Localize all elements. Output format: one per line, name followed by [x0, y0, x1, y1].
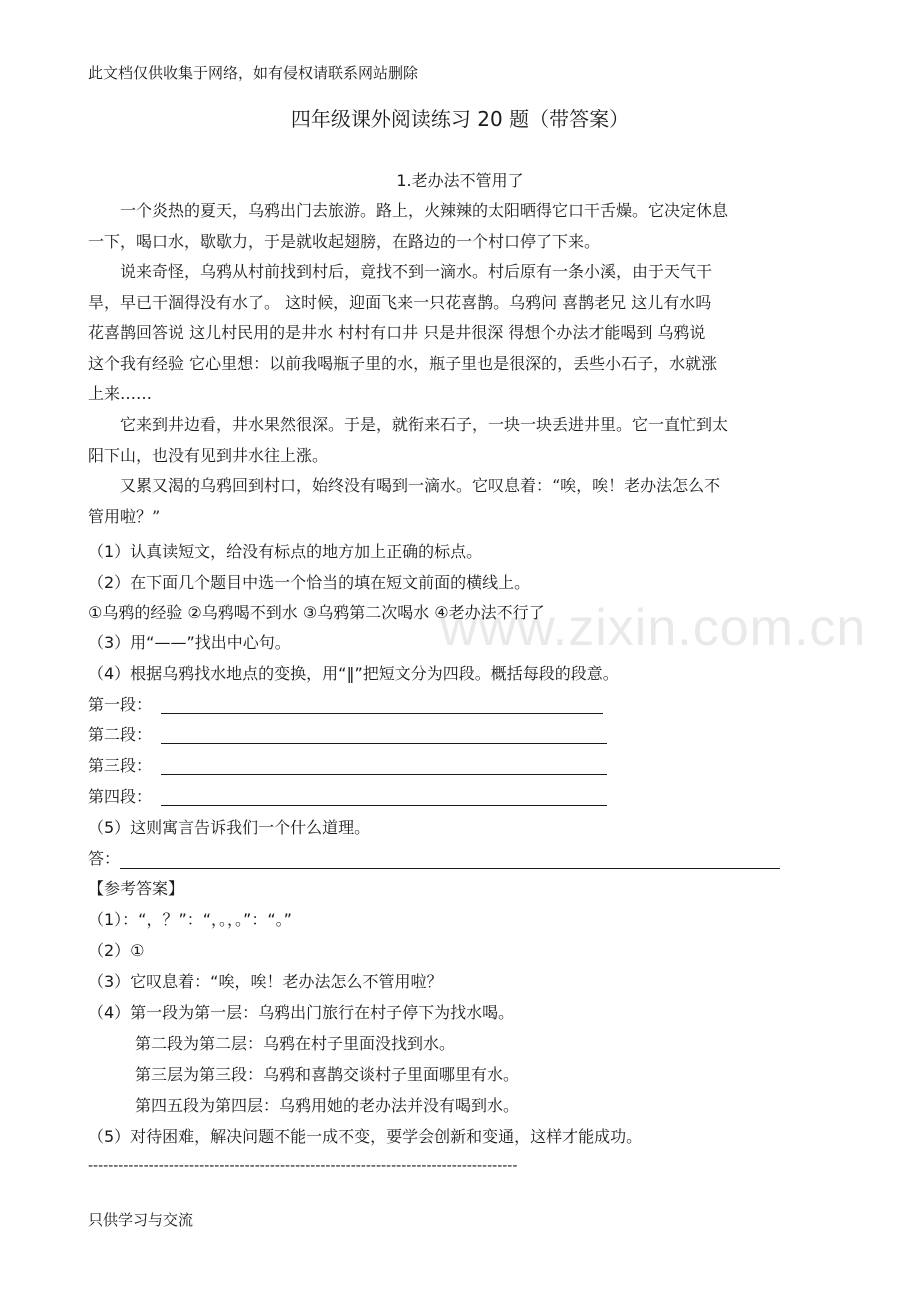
answer-4-line-4: 第四五段为第四层：乌鸦用她的老办法并没有喝到水。 — [135, 1096, 520, 1115]
paragraph-line: 旱，早已干涸得没有水了。 这时候，迎面飞来一只花喜鹊。乌鸦问 喜鹊老兄 这儿有水吗 — [88, 292, 712, 312]
story-paragraph-3 — [88, 410, 830, 471]
question-3: （3）用“——”找出中心句。 — [88, 633, 291, 652]
paragraph-line: 一下，喝口水，歇歇力，于是就收起翅膀，在路边的一个村口停了下来。 — [88, 231, 601, 251]
answer-blank-line[interactable] — [161, 774, 607, 775]
question-2-options: ①乌鸦的经验 ②乌鸦喝不到水 ③乌鸦第二次喝水 ④老办法不行了 — [88, 603, 545, 622]
document-title: 四年级课外阅读练习 20 题（带答案） — [290, 107, 630, 131]
answer-4-line-1: （4）第一段为第一层：乌鸦出门旅行在村子停下为找水喝。 — [88, 1003, 515, 1022]
header-note: 此文档仅供收集于网络，如有侵权请联系网站删除 — [88, 64, 419, 82]
answer-blank-line[interactable] — [161, 743, 607, 744]
question-5: （5）这则寓言告诉我们一个什么道理。 — [88, 818, 371, 837]
question-4: （4）根据乌鸦找水地点的变换，用“‖”把短文分为四段。概括每段的段意。 — [88, 664, 619, 683]
segment-label: 第一段： — [88, 695, 153, 714]
story-paragraph-2 — [88, 257, 830, 410]
watermark: www.zixin.com.cn — [440, 599, 867, 657]
answer-blank-line[interactable] — [161, 805, 607, 806]
answer-4-line-2: 第二段为第二层：乌鸦在村子里面没找到水。 — [135, 1034, 456, 1053]
paragraph-line: 又累又渴的乌鸦回到村口，始终没有喝到一滴水。它叹息着：“唉，唉！老办法怎么不 — [120, 476, 721, 495]
paragraph-line: 上来…… — [88, 384, 153, 403]
answer-blank-line[interactable] — [161, 713, 603, 714]
footer-note: 只供学习与交流 — [88, 1211, 194, 1229]
answer-label: 答： — [88, 849, 121, 868]
story-paragraph-1 — [88, 196, 830, 257]
answer-5: （5）对待困难，解决问题不能一成不变，要学会创新和变通，这样才能成功。 — [88, 1127, 643, 1146]
answers-heading: 【参考答案】 — [88, 879, 185, 898]
answer-4-line-3: 第三层为第三段：乌鸦和喜鹊交谈村子里面哪里有水。 — [135, 1065, 520, 1084]
story-paragraph-4 — [88, 471, 830, 532]
dashed-separator: ------------------------------------------------------------------------------------- — [88, 1158, 518, 1174]
paragraph-line: 阳下山，也没有见到井水往上涨。 — [88, 445, 329, 465]
paragraph-line: 花喜鹊回答说 这儿村民用的是井水 村村有口井 只是井很深 得想个办法才能喝到 乌鸦说 — [88, 323, 706, 342]
story-title: 1.老办法不管用了 — [396, 171, 524, 190]
answer-blank-line[interactable] — [120, 868, 780, 869]
paragraph-line: 管用啦？” — [88, 506, 161, 526]
segment-label: 第三段： — [88, 756, 153, 775]
paragraph-line: 说来奇怪，乌鸦从村前找到村后，竟找不到一滴水。村后原有一条小溪，由于天气干 — [120, 262, 713, 281]
segment-label: 第四段： — [88, 787, 153, 806]
paragraph-line: 一个炎热的夏天，乌鸦出门去旅游。路上，火辣辣的太阳晒得它口干舌燥。它决定休息 — [120, 201, 729, 220]
answer-1: （1）：“，？”：“，。，。”：“。” — [88, 910, 292, 929]
answer-2: （2）① — [88, 941, 145, 960]
paragraph-line: 它来到井边看，井水果然很深。于是，就衔来石子，一块一块丢进井里。它一直忙到太 — [120, 415, 729, 434]
question-1: （1）认真读短文，给没有标点的地方加上正确的标点。 — [88, 542, 483, 561]
paragraph-line: 这个我有经验 它心里想：以前我喝瓶子里的水，瓶子里也是很深的，丢些小石子，水就涨 — [88, 353, 718, 373]
question-2: （2）在下面几个题目中选一个恰当的填在短文前面的横线上。 — [88, 573, 531, 592]
answer-3: （3）它叹息着：“唉，唉！老办法怎么不管用啦？ — [88, 972, 443, 991]
segment-label: 第二段： — [88, 725, 153, 744]
